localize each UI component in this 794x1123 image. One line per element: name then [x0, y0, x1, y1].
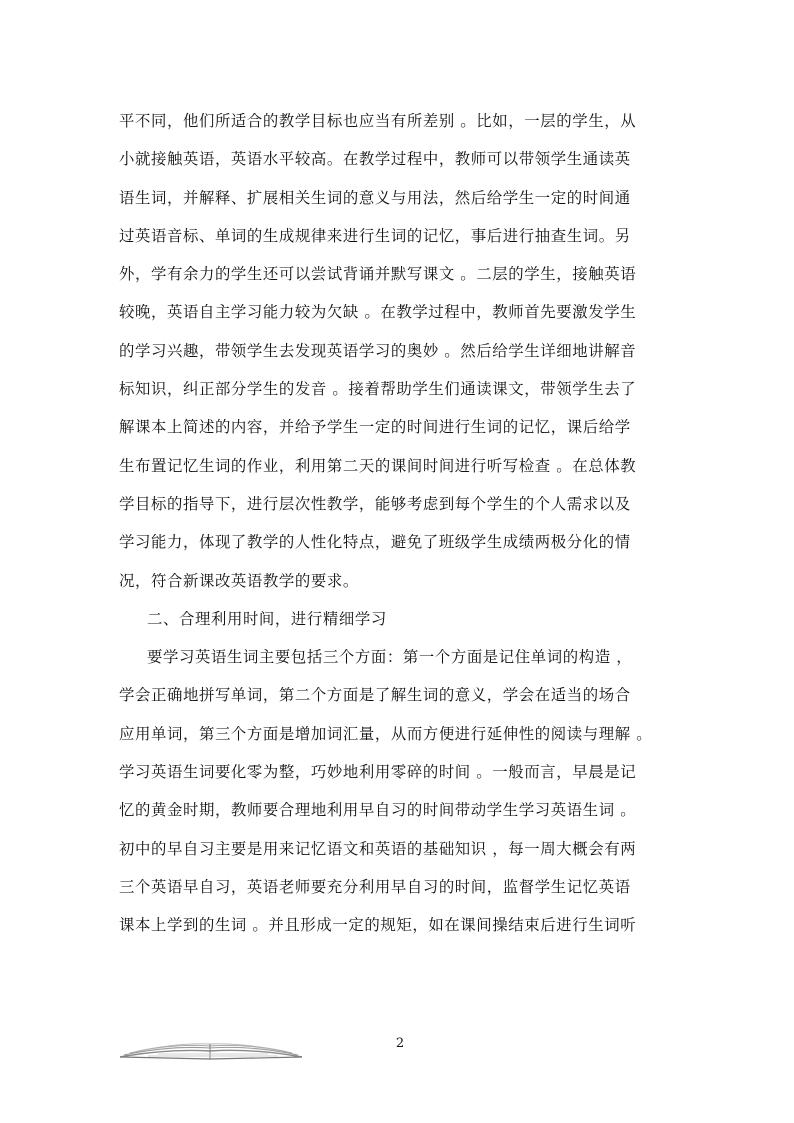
text-line: 况，符合新课改英语教学的要求。 — [119, 571, 359, 590]
text-line: 要学习英语生词主要包括三个方面：第一个方面是记住单词的构造 ， — [147, 648, 633, 667]
text-line: 应用单词，第三个方面是增加词汇量，从而方便进行延伸性的阅读与理解 。 — [119, 724, 653, 743]
page-number: 2 — [395, 1036, 405, 1051]
text-line: 初中的早自习主要是用来记忆语文和英语的基础知识 ，每一周大概会有两 — [119, 839, 637, 858]
open-book-icon — [118, 1040, 304, 1060]
text-line: 学习英语生词要化零为整，巧妙地利用零碎的时间 。一般而言，早晨是记 — [119, 763, 637, 782]
text-line: 学会正确地拼写单词，第二个方面是了解生词的意义，学会在适当的场合 — [119, 686, 631, 705]
section-heading: 二、合理利用时间，进行精细学习 — [147, 609, 387, 628]
text-line: 平不同，他们所适合的教学目标也应当有所差别 。比如，一层的学生，从 — [119, 112, 637, 130]
text-line: 外，学有余力的学生还可以尝试背诵并默写课文 。二层的学生，接触英语 — [119, 265, 637, 284]
text-line: 过英语音标、单词的生成规律来进行生词的记忆，事后进行抽查生词。另 — [119, 226, 631, 245]
text-line: 忆的黄金时期，教师要合理地利用早自习的时间带动学生学习英语生词 。 — [119, 801, 637, 820]
text-line: 生布置记忆生词的作业，利用第二天的课间时间进行听写检查 。在总体教 — [119, 456, 637, 475]
text-line: 三个英语早自习，英语老师要充分利用早自习的时间，监督学生记忆英语 — [119, 877, 631, 896]
body-text — [119, 102, 679, 945]
text-line: 的学习兴趣，带领学生去发现英语学习的奥妙 。然后给学生详细地讲解音 — [119, 341, 637, 360]
text-line: 学目标的指导下，进行层次性教学，能够考虑到每个学生的个人需求以及 — [119, 494, 631, 513]
text-line: 较晚，英语自主学习能力较为欠缺 。在教学过程中，教师首先要激发学生 — [119, 303, 637, 322]
text-line: 学习能力，体现了教学的人性化特点，避免了班级学生成绩两极分化的情 — [119, 533, 631, 552]
text-line: 标知识，纠正部分学生的发音 。接着帮助学生们通读课文，带领学生去了 — [119, 380, 637, 399]
text-line: 语生词，并解释、扩展相关生词的意义与用法，然后给学生一定的时间通 — [119, 188, 631, 207]
text-line: 小就接触英语，英语水平较高。在教学过程中，教师可以带领学生通读英 — [119, 150, 631, 169]
text-line: 解课本上简述的内容，并给予学生一定的时间进行生词的记忆，课后给学 — [119, 418, 631, 437]
text-line: 课本上学到的生词 。并且形成一定的规矩，如在课间操结束后进行生词听 — [119, 916, 637, 935]
